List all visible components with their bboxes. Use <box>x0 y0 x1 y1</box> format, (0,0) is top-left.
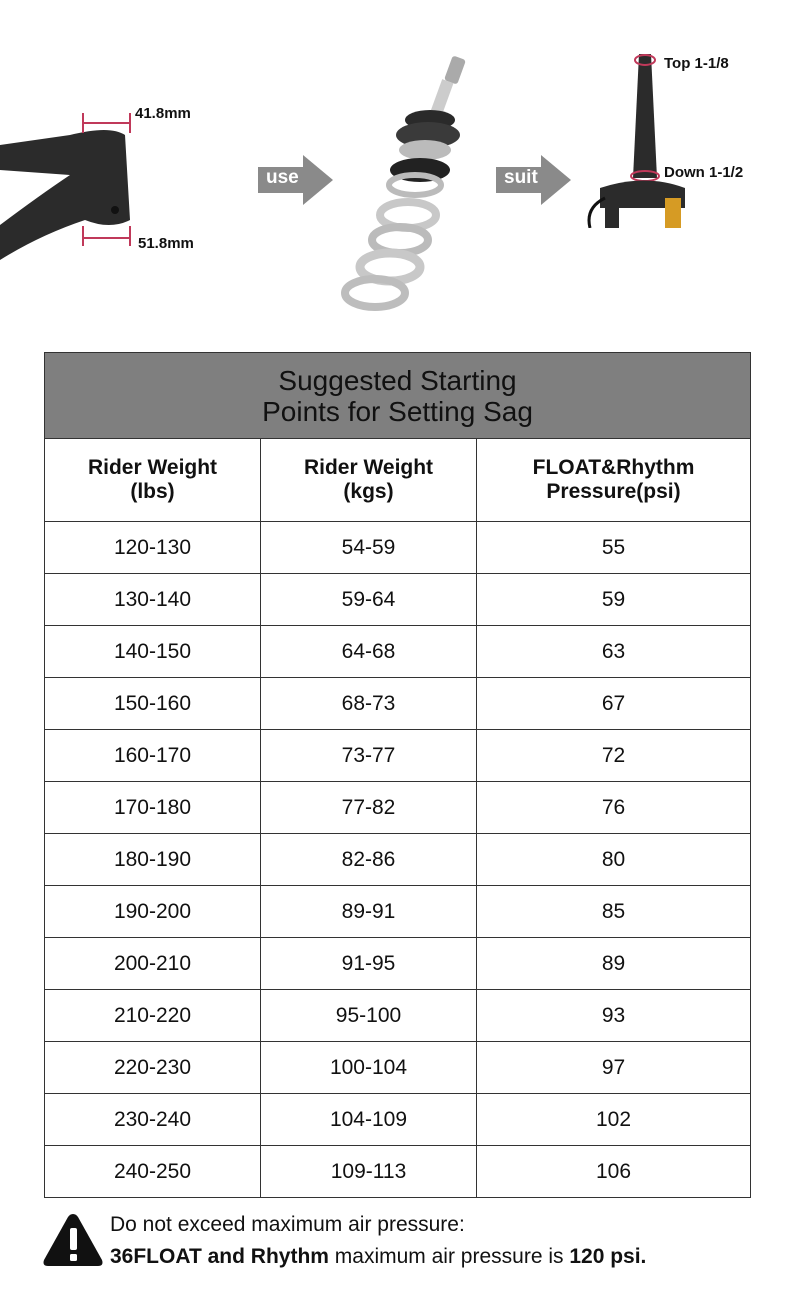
cell-kgs: 73-77 <box>261 730 477 782</box>
table-title <box>45 353 751 439</box>
use-arrow <box>258 155 338 205</box>
cell-kgs: 89-91 <box>261 886 477 938</box>
cell-psi: 93 <box>477 990 751 1042</box>
table-row <box>45 990 751 1042</box>
product-diagram <box>0 0 790 330</box>
cell-psi: 97 <box>477 1042 751 1094</box>
cell-psi: 72 <box>477 730 751 782</box>
table-row <box>45 730 751 782</box>
column-header-psi <box>477 439 751 522</box>
cell-kgs: 109-113 <box>261 1146 477 1198</box>
header-line: Pressure(psi) <box>546 480 681 503</box>
column-header-lbs <box>45 439 261 522</box>
fork-steerer-illustration <box>585 48 690 228</box>
fork-top-label: Top 1-1/8 <box>664 55 729 72</box>
cell-psi: 89 <box>477 938 751 990</box>
warning-icon <box>42 1212 104 1268</box>
cell-kgs: 100-104 <box>261 1042 477 1094</box>
cell-lbs: 190-200 <box>45 886 261 938</box>
header-line: (kgs) <box>343 480 394 503</box>
table-row <box>45 1146 751 1198</box>
headset-parts-illustration <box>330 55 480 320</box>
dimension-marks <box>78 108 138 248</box>
table-row <box>45 886 751 938</box>
cell-psi: 80 <box>477 834 751 886</box>
warning-model: 36FLOAT and Rhythm <box>110 1245 329 1268</box>
table-row <box>45 834 751 886</box>
cell-kgs: 54-59 <box>261 522 477 574</box>
use-label: use <box>266 167 299 188</box>
cell-lbs: 130-140 <box>45 574 261 626</box>
suit-label: suit <box>504 167 538 188</box>
cell-psi: 102 <box>477 1094 751 1146</box>
cell-psi: 76 <box>477 782 751 834</box>
header-line: Rider Weight <box>87 456 218 479</box>
cell-lbs: 120-130 <box>45 522 261 574</box>
fork-down-label: Down 1-1/2 <box>664 164 744 181</box>
cell-psi: 59 <box>477 574 751 626</box>
cell-psi: 55 <box>477 522 751 574</box>
cell-lbs: 150-160 <box>45 678 261 730</box>
cell-psi: 63 <box>477 626 751 678</box>
warning-line-1: Do not exceed maximum air pressure: <box>110 1213 465 1236</box>
cell-kgs: 82-86 <box>261 834 477 886</box>
cell-lbs: 200-210 <box>45 938 261 990</box>
cell-kgs: 59-64 <box>261 574 477 626</box>
table-row <box>45 678 751 730</box>
cell-lbs: 160-170 <box>45 730 261 782</box>
warning-text: maximum air pressure is <box>328 1245 570 1268</box>
header-line: (lbs) <box>130 480 175 503</box>
column-header-kgs <box>261 439 477 522</box>
warning-max-psi: 120 psi. <box>569 1245 647 1268</box>
cell-kgs: 91-95 <box>261 938 477 990</box>
table-row <box>45 938 751 990</box>
cell-lbs: 230-240 <box>45 1094 261 1146</box>
sag-table <box>44 352 751 1198</box>
table-row <box>45 1094 751 1146</box>
cell-kgs: 95-100 <box>261 990 477 1042</box>
cell-kgs: 64-68 <box>261 626 477 678</box>
cell-lbs: 170-180 <box>45 782 261 834</box>
cell-lbs: 220-230 <box>45 1042 261 1094</box>
table-title-line: Suggested Starting <box>278 364 517 396</box>
table-title-line: Points for Setting Sag <box>262 395 533 427</box>
table-row <box>45 522 751 574</box>
cell-psi: 106 <box>477 1146 751 1198</box>
cell-kgs: 68-73 <box>261 678 477 730</box>
cell-kgs: 77-82 <box>261 782 477 834</box>
cell-lbs: 210-220 <box>45 990 261 1042</box>
top-diameter-label: 41.8mm <box>135 105 191 122</box>
table-row <box>45 1042 751 1094</box>
header-line: FLOAT&Rhythm <box>532 456 695 479</box>
table-row <box>45 626 751 678</box>
warning-line-2 <box>110 1241 646 1273</box>
cell-lbs: 140-150 <box>45 626 261 678</box>
cell-psi: 85 <box>477 886 751 938</box>
cell-kgs: 104-109 <box>261 1094 477 1146</box>
header-line: Rider Weight <box>303 456 434 479</box>
cell-lbs: 180-190 <box>45 834 261 886</box>
cell-psi: 67 <box>477 678 751 730</box>
table-row <box>45 782 751 834</box>
bottom-diameter-label: 51.8mm <box>138 235 194 252</box>
cell-lbs: 240-250 <box>45 1146 261 1198</box>
table-row <box>45 574 751 626</box>
suit-arrow <box>496 155 576 205</box>
pressure-warning <box>110 1209 646 1273</box>
